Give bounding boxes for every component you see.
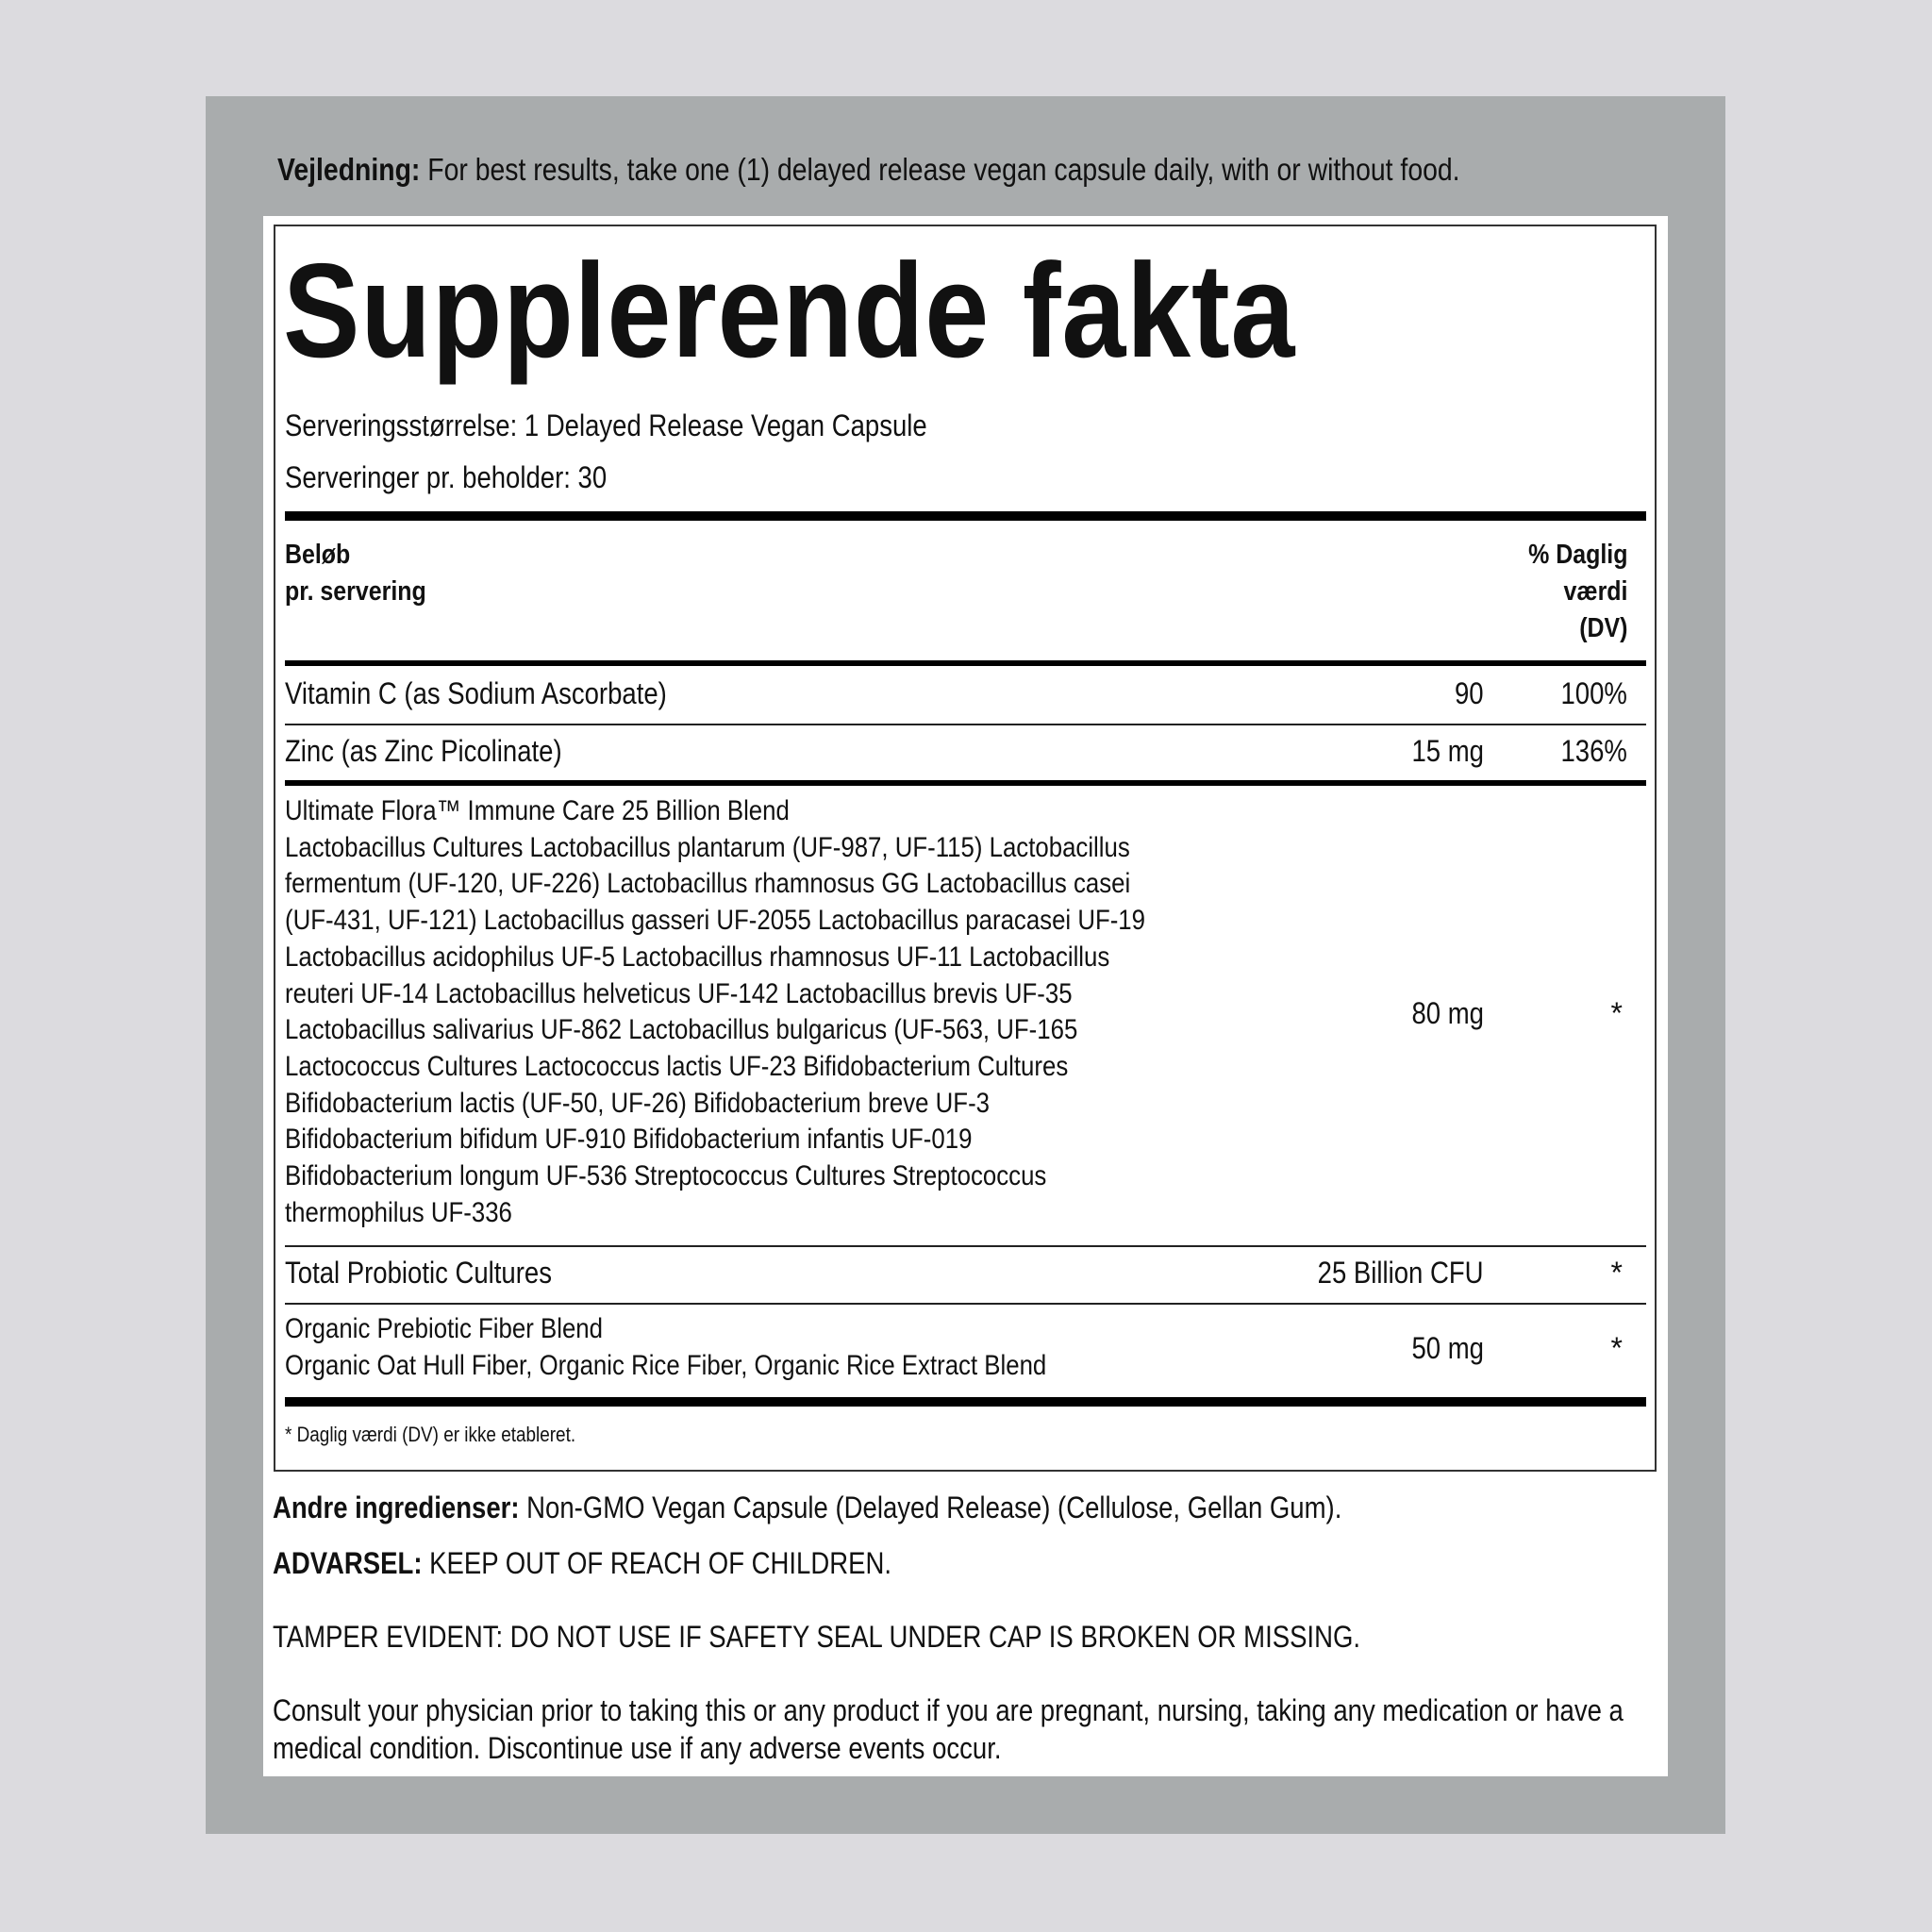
directions <box>277 151 1460 189</box>
warning <box>273 1544 891 1582</box>
warning-text: KEEP OUT OF REACH OF CHILDREN. <box>422 1546 891 1580</box>
nutrient-dv-vitamin-c: 100% <box>1560 676 1627 710</box>
nutrient-amount-zinc: 15 mg <box>1411 734 1484 768</box>
blend-line: (UF-431, UF-121) Lactobacillus gasseri UF-2055 Lactobacillus paracasei UF-19 <box>285 905 1146 937</box>
consult-line: medical condition. Discontinue use if any adverse events occur. <box>273 1731 1002 1765</box>
blend-line: Bifidobacterium longum UF-536 Streptococcus Cultures Streptococcus <box>285 1160 1047 1192</box>
probiotic-blend-description <box>285 793 1145 1231</box>
dv-header <box>1528 537 1627 647</box>
directions-label: Vejledning: <box>277 152 421 187</box>
divider-bottom <box>285 1397 1646 1407</box>
serving-size: Serveringsstørrelse: 1 Delayed Release Vegan Capsule <box>285 408 927 442</box>
amount-header-line2: pr. servering <box>285 576 426 607</box>
amount-header <box>285 537 426 610</box>
dv-footnote: * Daglig værdi (DV) er ikke etableret. <box>285 1423 576 1446</box>
facts-title: Supplerende fakta <box>283 236 1296 386</box>
divider-thick <box>285 511 1646 521</box>
divider-header <box>285 660 1646 666</box>
dv-header-line1: % Daglig <box>1527 540 1627 570</box>
blend-line: Organic Oat Hull Fiber, Organic Rice Fiber, Organic Rice Extract Blend <box>285 1349 1047 1381</box>
dv-header-line3: (DV) <box>1578 613 1627 643</box>
divider-row <box>285 724 1646 725</box>
blend-line: Bifidobacterium bifidum UF-910 Bifidobacterium infantis UF-019 <box>285 1124 973 1156</box>
amount-header-line1: Beløb <box>285 540 351 570</box>
blend-line: Lactobacillus salivarius UF-862 Lactobacillus bulgaricus (UF-563, UF-165 <box>285 1014 1078 1046</box>
nutrient-dv-zinc: 136% <box>1560 734 1627 768</box>
blend-line: thermophilus UF-336 <box>285 1196 512 1228</box>
nutrient-dv-blend: * <box>1610 996 1623 1030</box>
divider-row <box>285 1245 1646 1247</box>
blend-line: Ultimate Flora™ Immune Care 25 Billion Blend <box>285 795 790 826</box>
blend-line: Bifidobacterium lactis (UF-50, UF-26) Bifidobacterium breve UF-3 <box>285 1087 991 1119</box>
nutrient-dv-prebiotic: * <box>1610 1331 1623 1365</box>
dv-header-line2: værdi <box>1563 576 1627 607</box>
other-ingredients <box>273 1489 1341 1526</box>
blend-line: reuteri UF-14 Lactobacillus helveticus UF-142 Lactobacillus brevis UF-35 <box>285 977 1073 1009</box>
nutrient-name-vitamin-c: Vitamin C (as Sodium Ascorbate) <box>285 676 667 710</box>
blend-line: Lactobacillus acidophilus UF-5 Lactobacillus rhamnosus UF-11 Lactobacillus <box>285 941 1110 973</box>
servings-per-container: Serveringer pr. beholder: 30 <box>285 460 608 494</box>
divider-section <box>285 780 1646 786</box>
other-ingredients-label: Andre ingredienser: <box>273 1491 520 1524</box>
blend-line: Lactobacillus Cultures Lactobacillus plantarum (UF-987, UF-115) Lactobacillus <box>285 831 1130 863</box>
nutrient-dv-total-probiotic: * <box>1610 1256 1623 1290</box>
other-ingredients-text: Non-GMO Vegan Capsule (Delayed Release) (Cellulose, Gellan Gum). <box>519 1491 1342 1524</box>
directions-text: For best results, take one (1) delayed release vegan capsule daily, with or without food. <box>420 152 1460 187</box>
prebiotic-blend-description <box>285 1311 1046 1384</box>
tamper-evident: TAMPER EVIDENT: DO NOT USE IF SAFETY SEAL UNDER CAP IS BROKEN OR MISSING. <box>273 1620 1361 1654</box>
nutrient-amount-vitamin-c: 90 <box>1455 676 1484 710</box>
nutrient-amount-prebiotic: 50 mg <box>1411 1331 1484 1365</box>
blend-line: Organic Prebiotic Fiber Blend <box>285 1313 603 1344</box>
warning-label: ADVARSEL: <box>273 1546 423 1580</box>
nutrient-name-zinc: Zinc (as Zinc Picolinate) <box>285 734 562 768</box>
blend-line: Lactococcus Cultures Lactococcus lactis UF-23 Bifidobacterium Cultures <box>285 1050 1069 1082</box>
nutrient-amount-blend: 80 mg <box>1411 996 1484 1030</box>
nutrient-name-total-probiotic: Total Probiotic Cultures <box>285 1256 552 1290</box>
divider-row <box>285 1303 1646 1305</box>
nutrient-amount-total-probiotic: 25 Billion CFU <box>1318 1256 1484 1290</box>
blend-line: fermentum (UF-120, UF-226) Lactobacillus rhamnosus GG Lactobacillus casei <box>285 868 1131 900</box>
consult-line: Consult your physician prior to taking this or any product if you are pregnant, nursing, taking any medication or have a <box>273 1693 1624 1727</box>
consult-notice <box>273 1691 1624 1767</box>
